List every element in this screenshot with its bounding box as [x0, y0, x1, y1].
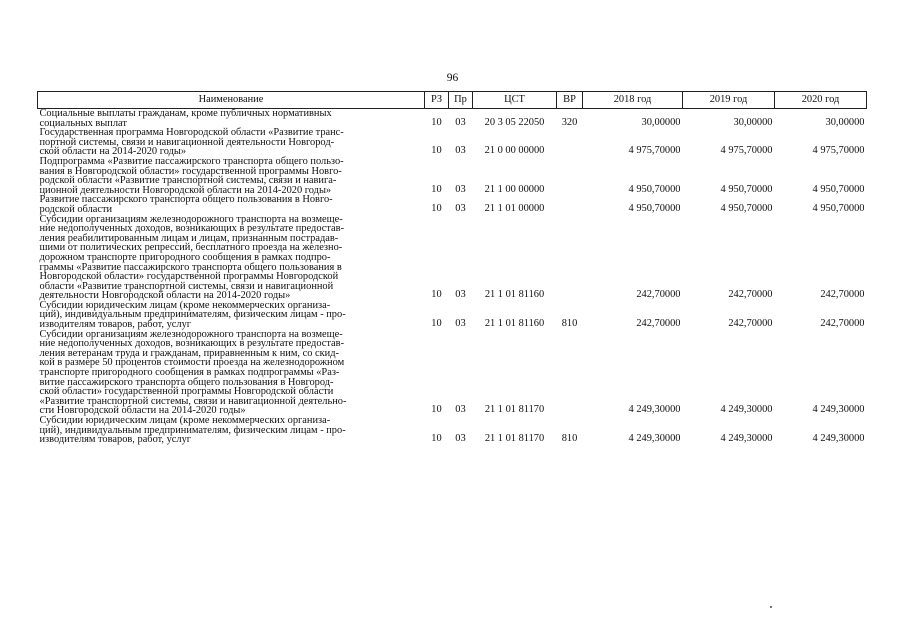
- row-value-2018: 4 950,70000: [628, 183, 681, 195]
- row-name-line: ционной деятельности Новгородской области на 2014-2020 годы»: [39, 184, 332, 196]
- row-name-line: Государственная программа Новгородской области «Развитие транс-: [39, 127, 344, 139]
- row-value-2020: 4 950,70000: [812, 202, 865, 214]
- row-name-line: ций), индивидуальным предпринимателям, физическим лицам - про-: [39, 424, 346, 436]
- table-row: [38, 330, 867, 416]
- row-vr: [557, 157, 583, 195]
- row-name-line: ние недополученных доходов, возникающих в результате предостав-: [39, 338, 345, 350]
- row-cst: 21 1 01 81170: [484, 433, 545, 445]
- row-value-2019: 4 975,70000: [720, 145, 773, 157]
- row-name-line: ской области на 2014-2020 годы»: [39, 146, 187, 158]
- row-pr: 03: [455, 202, 466, 214]
- row-rz: 10: [431, 404, 442, 416]
- row-cst: 21 1 01 81160: [484, 289, 545, 301]
- row-rz: 10: [431, 433, 442, 445]
- row-pr: 03: [455, 318, 466, 330]
- row-name-line: ской области» государственной программы Новгородской области: [39, 386, 334, 398]
- table-row: [38, 195, 867, 214]
- header-cst: ЦСТ: [473, 92, 557, 109]
- table-row: [38, 215, 867, 301]
- row-name: [38, 128, 425, 157]
- row-value-2020: 242,70000: [820, 289, 865, 301]
- row-value-2020: 4 975,70000: [812, 145, 865, 157]
- row-value-2020: 242,70000: [820, 318, 865, 330]
- row-vr: [557, 128, 583, 157]
- row-name-line: Социальные выплаты гражданам, кроме публичных нормативных: [39, 108, 332, 119]
- row-name-line: ций), индивидуальным предпринимателям, физическим лицам - про-: [39, 309, 346, 321]
- header-2020: 2020 год: [775, 92, 867, 109]
- scan-speck: [770, 606, 772, 608]
- row-name-line: «Развитие транспортной системы, связи и навигационной деятельно-: [39, 395, 347, 407]
- row-name-line: граммы «Развитие пассажирского транспорта общего пользования в: [39, 261, 342, 273]
- table-row: [38, 157, 867, 195]
- row-name-line: Развитие пассажирского транспорта общего пользования в Новго-: [39, 194, 333, 206]
- row-pr: 03: [455, 145, 466, 157]
- row-name-line: родской области: [39, 203, 113, 215]
- row-name-line: шими от политических репрессий, бесплатного проезда на железно-: [39, 242, 343, 254]
- row-name-line: транспорте пригородного сообщения в рамках подпрограммы «Раз-: [39, 367, 340, 379]
- row-value-2018: 4 249,30000: [628, 433, 681, 445]
- row-value-2020: 4 950,70000: [812, 183, 865, 195]
- table-header: [38, 92, 867, 109]
- row-name-line: дорожном транспорте пригородного сообщения в рамках подпро-: [39, 251, 331, 263]
- row-value-2018: 242,70000: [636, 289, 681, 301]
- row-value-2018: 4 950,70000: [628, 202, 681, 214]
- row-value-2018: 30,00000: [641, 116, 681, 128]
- row-name-line: витие пассажирского транспорта общего пользования в Новгород-: [39, 376, 334, 388]
- row-cst: 21 1 00 00000: [484, 183, 545, 195]
- row-name-line: социальных выплат: [39, 117, 127, 129]
- row-name-line: сти Новгородской области на 2014-2020 годы»: [39, 405, 246, 417]
- row-name: [38, 301, 425, 330]
- row-vr: [557, 195, 583, 214]
- row-value-2019: 242,70000: [728, 289, 773, 301]
- row-name: [38, 109, 425, 129]
- row-value-2019: 30,00000: [733, 116, 773, 128]
- row-rz: 10: [431, 183, 442, 195]
- row-value-2019: 4 950,70000: [720, 183, 773, 195]
- header-name: Наименование: [38, 92, 425, 109]
- row-value-2019: 4 249,30000: [720, 433, 773, 445]
- row-name-line: изводителям товаров, работ, услуг: [39, 434, 192, 446]
- row-value-2019: 4 249,30000: [720, 404, 773, 416]
- row-rz: 10: [431, 145, 442, 157]
- row-cst: 21 0 00 00000: [484, 145, 545, 157]
- row-name-line: портной системы, связи и навигационной деятельности Новгород-: [39, 136, 335, 148]
- row-pr: 03: [455, 289, 466, 301]
- header-2019: 2019 год: [683, 92, 775, 109]
- row-name-line: ления реабилитированным лицам и лицам, признанным пострадав-: [39, 232, 339, 244]
- table-body: [38, 109, 867, 445]
- row-value-2019: 242,70000: [728, 318, 773, 330]
- row-name-line: ние недополученных доходов, возникающих в результате предостав-: [39, 223, 345, 235]
- header-vr: ВР: [557, 92, 583, 109]
- row-name-line: Субсидии юридическим лицам (кроме некоммерческих организа-: [39, 415, 331, 426]
- header-pr: Пр: [449, 92, 473, 109]
- row-pr: 03: [455, 433, 466, 445]
- row-value-2018: 4 975,70000: [628, 145, 681, 157]
- row-name: [38, 416, 425, 445]
- row-name: [38, 195, 425, 214]
- budget-table: [37, 91, 867, 445]
- row-vr: [557, 330, 583, 416]
- table-row: [38, 109, 867, 129]
- row-vr: 810: [561, 318, 578, 330]
- row-name-line: ления ветеранам труда и гражданам, приравненным к ним, со скид-: [39, 347, 339, 359]
- row-name-line: кой в размере 50 процентов стоимости проезда на железнодорожном: [39, 357, 345, 369]
- row-vr: 320: [561, 116, 578, 128]
- row-rz: 10: [431, 318, 442, 330]
- header-rz: РЗ: [425, 92, 449, 109]
- page-number: 96: [446, 72, 459, 84]
- row-vr: 810: [561, 433, 578, 445]
- row-name-line: Субсидии юридическим лицам (кроме некоммерческих организа-: [39, 299, 331, 311]
- row-name-line: Подпрограмма «Развитие пассажирского транспорта общего пользо-: [39, 155, 344, 167]
- row-name-line: изводителям товаров, работ, услуг: [39, 319, 192, 331]
- row-name-line: Субсидии организациям железнодорожного транспорта на возмеще-: [39, 213, 343, 225]
- row-value-2019: 4 950,70000: [720, 202, 773, 214]
- row-name-line: области «Развитие транспортной системы, связи и навигационной: [39, 280, 334, 292]
- row-pr: 03: [455, 404, 466, 416]
- row-name: [38, 157, 425, 195]
- row-name-line: Субсидии организациям железнодорожного транспорта на возмеще-: [39, 328, 343, 340]
- row-rz: 10: [431, 202, 442, 214]
- row-name-line: вания в Новгородской области» государственной программы Новго-: [39, 165, 342, 177]
- row-vr: [557, 215, 583, 301]
- table-row: [38, 128, 867, 157]
- header-2018: 2018 год: [583, 92, 683, 109]
- row-value-2020: 30,00000: [825, 116, 865, 128]
- row-cst: 21 1 01 81160: [484, 318, 545, 330]
- row-name-line: родской области «Развитие транспортной системы, связи и навига-: [39, 175, 337, 187]
- row-value-2020: 4 249,30000: [812, 433, 865, 445]
- row-value-2020: 4 249,30000: [812, 404, 865, 416]
- row-value-2018: 4 249,30000: [628, 404, 681, 416]
- row-name-line: деятельности Новгородской области на 2014-2020 годы»: [39, 290, 291, 302]
- row-name-line: Новгородской области» государственной программы Новгородской: [39, 271, 339, 283]
- row-cst: 21 1 01 00000: [484, 202, 545, 214]
- table-row: [38, 416, 867, 445]
- row-cst: 20 3 05 22050: [484, 116, 545, 128]
- row-value-2018: 242,70000: [636, 318, 681, 330]
- row-cst: 21 1 01 81170: [484, 404, 545, 416]
- row-rz: 10: [431, 116, 442, 128]
- row-pr: 03: [455, 183, 466, 195]
- row-name: [38, 215, 425, 301]
- row-rz: 10: [431, 289, 442, 301]
- row-pr: 03: [455, 116, 466, 128]
- table-row: [38, 301, 867, 330]
- row-name: [38, 330, 425, 416]
